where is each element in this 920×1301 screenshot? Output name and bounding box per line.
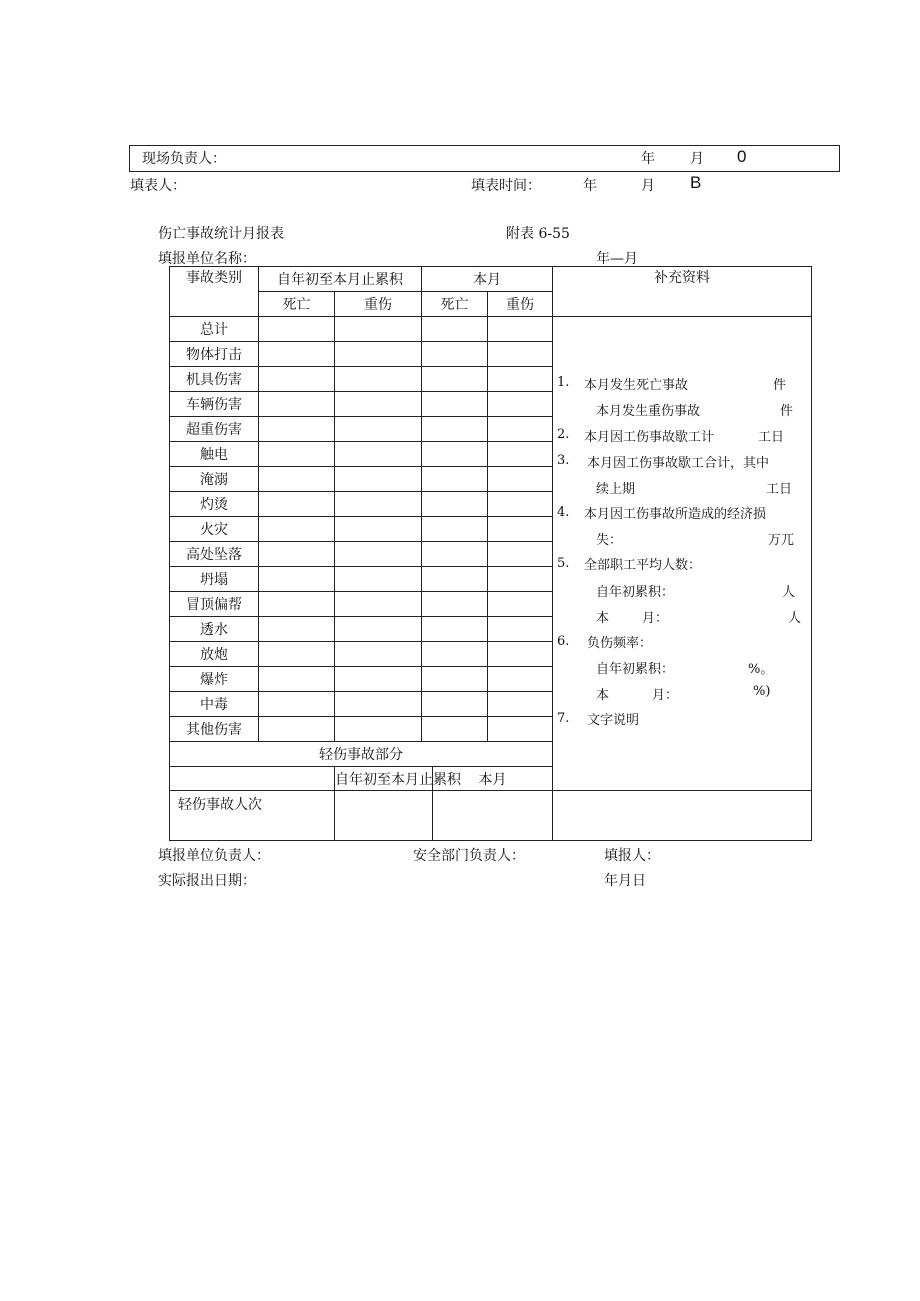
- fill-time-label: 填表时间：: [471, 178, 541, 194]
- cell[interactable]: [259, 342, 335, 367]
- col-this-month: 本月: [422, 267, 553, 292]
- supp-item-1-number: 1.: [557, 375, 570, 390]
- cell[interactable]: [335, 717, 422, 742]
- supp-item-1b-text: 本月发生重伤事故: [596, 404, 701, 419]
- supp-item-7-number: 7.: [557, 711, 570, 726]
- supp-item-4-number: 4.: [557, 505, 570, 520]
- row-label: 透水: [170, 617, 259, 642]
- row-label: 机具伤害: [170, 367, 259, 392]
- header-day-mark: 0: [737, 147, 747, 166]
- supp-item-5b-unit: 人: [788, 611, 802, 626]
- supp-item-4-unit: 万兀: [768, 533, 795, 548]
- supp-item-1-unit: 件: [773, 378, 787, 393]
- cell[interactable]: [488, 617, 553, 642]
- cell[interactable]: [335, 442, 422, 467]
- cell[interactable]: [422, 542, 488, 567]
- supp-item-6b-text-a: 本: [596, 688, 610, 703]
- supp-item-6-text: 负伤频率：: [587, 636, 653, 651]
- cell[interactable]: [422, 692, 488, 717]
- cell[interactable]: [259, 717, 335, 742]
- cell[interactable]: [488, 367, 553, 392]
- sub-month-death: 死亡: [422, 292, 488, 317]
- cell[interactable]: [259, 442, 335, 467]
- col-cumulative: 自年初至本月止累积: [259, 267, 422, 292]
- cell[interactable]: [488, 517, 553, 542]
- light-supplement-cell: [553, 791, 812, 841]
- supp-item-2-text: 本月因工伤事故歇工计: [584, 430, 715, 445]
- cell[interactable]: [488, 467, 553, 492]
- cell[interactable]: [488, 667, 553, 692]
- cell[interactable]: [422, 367, 488, 392]
- cell[interactable]: [259, 542, 335, 567]
- sub-cum-injury: 重伤: [335, 292, 422, 317]
- cell[interactable]: [488, 692, 553, 717]
- row-label: 车辆伤害: [170, 392, 259, 417]
- cell[interactable]: [259, 417, 335, 442]
- cell[interactable]: [335, 317, 422, 342]
- cell[interactable]: [422, 392, 488, 417]
- cell[interactable]: [259, 567, 335, 592]
- unit-head-label: 填报单位负责人：: [158, 848, 270, 864]
- cell[interactable]: [335, 492, 422, 517]
- cell[interactable]: [259, 617, 335, 642]
- footer-filler-label: 填报人：: [604, 848, 660, 864]
- supp-item-4b-text: 失：: [596, 533, 623, 548]
- cell[interactable]: [488, 342, 553, 367]
- annex-label: 附表 6-55: [506, 226, 570, 242]
- supp-item-3-number: 3.: [557, 453, 570, 468]
- light-injury-section-title: 轻伤事故部分: [170, 742, 553, 767]
- row-label: 火灾: [170, 517, 259, 542]
- cell[interactable]: [488, 417, 553, 442]
- cell[interactable]: [259, 667, 335, 692]
- supp-item-5-text: 全部职工平均人数：: [584, 558, 702, 573]
- cell[interactable]: [259, 317, 335, 342]
- supp-item-1-text: 本月发生死亡事故: [584, 378, 689, 393]
- report-title: 伤亡事故统计月报表: [158, 226, 284, 242]
- cell[interactable]: [259, 592, 335, 617]
- light-month-cell[interactable]: [433, 791, 553, 841]
- unit-name-label: 填报单位名称：: [158, 251, 256, 267]
- cell[interactable]: [335, 467, 422, 492]
- cell[interactable]: [335, 592, 422, 617]
- cell[interactable]: [335, 617, 422, 642]
- cell[interactable]: [422, 317, 488, 342]
- row-label: 总计: [170, 317, 259, 342]
- cell[interactable]: [335, 342, 422, 367]
- cell[interactable]: [488, 567, 553, 592]
- cell[interactable]: [335, 542, 422, 567]
- report-date-label: 实际报出日期：: [158, 873, 256, 889]
- cell[interactable]: [259, 642, 335, 667]
- cell[interactable]: [335, 642, 422, 667]
- cell[interactable]: [259, 392, 335, 417]
- light-cum-cell[interactable]: [335, 791, 433, 841]
- cell[interactable]: [488, 317, 553, 342]
- col-accident-type: 事故类别: [170, 267, 259, 317]
- supp-item-3-text: 本月因工伤事故歇工合计，其中: [587, 456, 770, 471]
- cell[interactable]: [259, 692, 335, 717]
- header-year-label: 年: [641, 151, 655, 167]
- supp-item-6a-text: 自年初累积：: [596, 662, 675, 677]
- supp-item-1b-unit: 件: [780, 404, 794, 419]
- cell[interactable]: [488, 542, 553, 567]
- cell[interactable]: [422, 517, 488, 542]
- row-label: 其他伤害: [170, 717, 259, 742]
- cell[interactable]: [422, 617, 488, 642]
- row-label: 物体打击: [170, 342, 259, 367]
- safety-head-label: 安全部门负责人：: [413, 848, 525, 864]
- cell[interactable]: [259, 467, 335, 492]
- row-label: 爆炸: [170, 667, 259, 692]
- fill-month-label: 月: [641, 178, 655, 194]
- header-month-label: 月: [690, 151, 704, 167]
- light-col-month: 本月: [433, 767, 553, 791]
- row-label: 超重伤害: [170, 417, 259, 442]
- supp-item-6a-unit: %。: [748, 662, 774, 677]
- cell[interactable]: [422, 642, 488, 667]
- row-label: 放炮: [170, 642, 259, 667]
- cell[interactable]: [488, 717, 553, 742]
- cell[interactable]: [335, 517, 422, 542]
- cell[interactable]: [335, 692, 422, 717]
- cell[interactable]: [422, 592, 488, 617]
- header-box: [129, 145, 840, 172]
- supp-item-5b-text-a: 本: [596, 611, 610, 626]
- filler-label: 填表人：: [130, 178, 186, 194]
- cell[interactable]: [335, 392, 422, 417]
- cell[interactable]: [259, 517, 335, 542]
- cell[interactable]: [335, 667, 422, 692]
- row-label: 灼烫: [170, 492, 259, 517]
- supp-item-3-unit: 工日: [766, 482, 793, 497]
- supp-item-6b-unit: %): [753, 684, 771, 699]
- supp-item-5b-text-b: 月：: [642, 611, 669, 626]
- col-supplement: 补充资料: [553, 267, 812, 317]
- supp-item-4-text: 本月因工伤事故所造成的经济损: [584, 507, 767, 522]
- site-manager-label: 现场负责人：: [142, 151, 226, 167]
- report-date-format: 年月日: [604, 873, 646, 889]
- cell[interactable]: [422, 342, 488, 367]
- row-label: 触电: [170, 442, 259, 467]
- supp-item-7-text: 文字说明: [587, 713, 640, 728]
- statistics-table: [169, 266, 812, 841]
- cell[interactable]: [422, 667, 488, 692]
- cell[interactable]: [422, 492, 488, 517]
- supp-item-2-unit: 工日: [758, 430, 785, 445]
- row-label: 中毒: [170, 692, 259, 717]
- light-injury-row-label: 轻伤事故人次: [170, 791, 335, 841]
- cell[interactable]: [488, 642, 553, 667]
- row-label: 高处坠落: [170, 542, 259, 567]
- row-label: 冒顶偏帮: [170, 592, 259, 617]
- supp-item-6b-text-b: 月：: [652, 688, 679, 703]
- cell[interactable]: [422, 417, 488, 442]
- sub-cum-death: 死亡: [259, 292, 335, 317]
- cell[interactable]: [259, 367, 335, 392]
- cell[interactable]: [335, 367, 422, 392]
- cell[interactable]: [488, 492, 553, 517]
- fill-year-label: 年: [583, 178, 597, 194]
- cell[interactable]: [422, 467, 488, 492]
- cell[interactable]: [422, 442, 488, 467]
- cell[interactable]: [422, 717, 488, 742]
- cell[interactable]: [259, 492, 335, 517]
- cell[interactable]: [488, 592, 553, 617]
- cell[interactable]: [488, 442, 553, 467]
- period-label: 年—月: [596, 251, 638, 267]
- cell[interactable]: [335, 417, 422, 442]
- cell[interactable]: [422, 567, 488, 592]
- supp-item-3b-text: 续上期: [596, 482, 636, 497]
- cell[interactable]: [335, 567, 422, 592]
- light-blank-header: [170, 767, 335, 791]
- supp-item-2-number: 2.: [557, 427, 570, 442]
- supp-item-5a-text: 自年初累积：: [596, 585, 675, 600]
- cell[interactable]: [488, 392, 553, 417]
- supp-item-6-number: 6.: [557, 634, 570, 649]
- row-label: 淹溺: [170, 467, 259, 492]
- supp-item-5a-unit: 人: [782, 585, 796, 600]
- light-col-cumulative: 自年初至本月止累积: [335, 767, 433, 791]
- supp-item-5-number: 5.: [557, 556, 570, 571]
- sub-month-injury: 重伤: [488, 292, 553, 317]
- fill-day-mark: B: [690, 173, 702, 192]
- row-label: 坍塌: [170, 567, 259, 592]
